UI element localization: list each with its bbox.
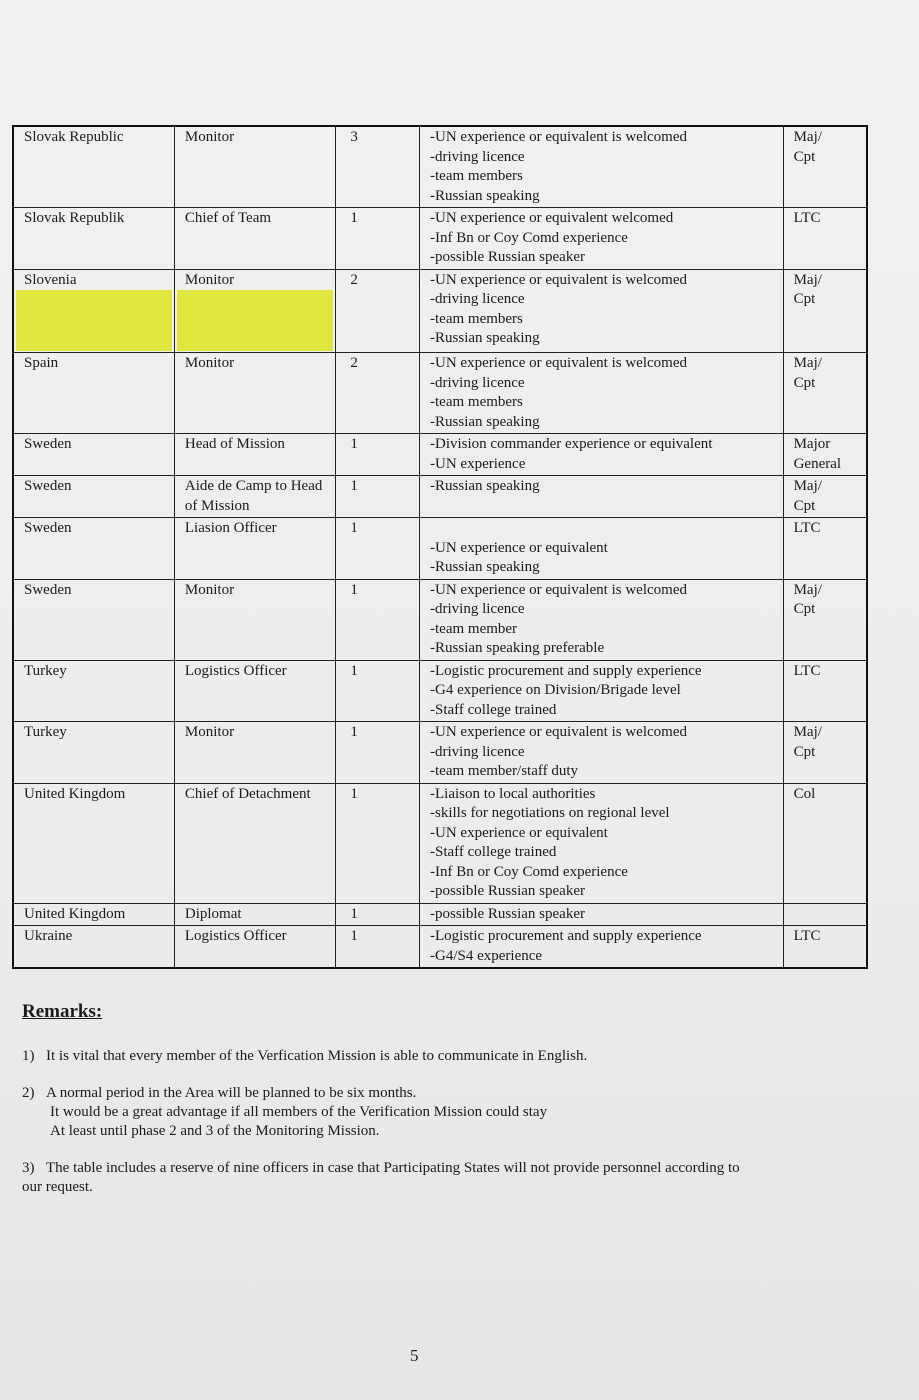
rank-line: Cpt: [793, 497, 816, 514]
number-cell: [336, 660, 420, 722]
requirements-cell: [420, 926, 784, 969]
position-cell: [174, 660, 336, 722]
redaction-highlight: [177, 290, 334, 351]
number-cell: [336, 353, 420, 434]
number-cell: [336, 476, 420, 518]
position-cell: [174, 518, 336, 580]
position-cell-text: Monitor: [184, 355, 235, 371]
requirement-line: -driving licence: [430, 148, 525, 165]
requirements-cell: [420, 579, 784, 660]
requirement-line: -team members: [430, 168, 523, 184]
requirement-line: -Russian speaking: [430, 413, 540, 430]
number-cell-text: 1: [350, 581, 358, 598]
requirements-cell: [420, 208, 784, 270]
position-cell-text: Monitor: [184, 271, 235, 288]
position-cell-text: Logistics Officer: [184, 662, 287, 679]
table-row: [13, 353, 867, 434]
rank-cell: [783, 518, 867, 580]
rank-cell: [783, 269, 867, 353]
number-cell-text: 1: [350, 662, 358, 679]
rank-line: LTC: [793, 662, 821, 679]
rank-line: Maj/: [793, 355, 822, 371]
country-cell: [13, 353, 174, 434]
number-cell: [336, 269, 420, 353]
remark-text: [46, 1047, 587, 1066]
number-cell-text: 1: [350, 785, 358, 802]
position-cell: [174, 903, 336, 926]
table-body: [13, 126, 867, 968]
country-cell: [13, 722, 174, 784]
country-cell: [13, 579, 174, 660]
requirement-line: -Division commander experience or equivalent: [430, 436, 713, 452]
requirement-line: -team member: [430, 620, 518, 637]
number-cell: [336, 518, 420, 580]
rank-line: Maj/: [793, 724, 822, 740]
rank-line: Major: [793, 436, 831, 452]
number-cell: [336, 434, 420, 476]
table-row: [13, 518, 867, 580]
remark-text: [22, 1159, 740, 1197]
requirement-line: -Russian speaking: [430, 330, 540, 346]
country-cell: [13, 269, 174, 353]
remark-line: The table includes a reserve of nine officers in case that Participating States will not provide personnel according to: [46, 1160, 740, 1176]
number-cell-text: 3: [350, 129, 358, 145]
number-cell: [336, 579, 420, 660]
table-row: [13, 579, 867, 660]
country-cell: [13, 783, 174, 903]
requirement-line: -UN experience or equivalent is welcomed: [430, 355, 687, 371]
rank-line: Maj/: [793, 271, 822, 288]
remark-item: [22, 1159, 842, 1197]
position-cell: [174, 579, 336, 660]
requirement-line: -G4 experience on Division/Brigade level: [430, 682, 681, 698]
rank-line: Maj/: [793, 478, 822, 494]
country-cell-text: United Kingdom: [24, 905, 126, 922]
requirement-line: -UN experience or equivalent is welcomed: [430, 129, 687, 145]
country-cell-text: Slovak Republik: [24, 210, 125, 226]
rank-cell: [783, 208, 867, 270]
requirement-line: -possible Russian speaker: [430, 883, 585, 899]
country-cell: [13, 208, 174, 270]
number-cell-text: 2: [350, 355, 358, 371]
rank-cell: [783, 660, 867, 722]
position-cell-text: Liasion Officer: [184, 520, 277, 536]
personnel-table-container: [12, 125, 868, 969]
requirement-line: -driving licence: [430, 601, 525, 617]
requirements-cell: [420, 518, 784, 580]
requirement-line: -driving licence: [430, 374, 525, 391]
position-cell: [174, 208, 336, 270]
requirement-line: -team member/staff duty: [430, 763, 579, 779]
number-cell-text: 1: [350, 724, 358, 740]
country-cell: [13, 434, 174, 476]
country-cell: [13, 660, 174, 722]
position-cell: [174, 353, 336, 434]
remarks-section: [22, 1002, 842, 1215]
remark-line: our request.: [22, 1179, 93, 1195]
requirements-cell: [420, 783, 784, 903]
remark-line: It would be a great advantage if all members of the Verification Mission could stay: [50, 1104, 548, 1120]
requirement-line: -possible Russian speaker: [430, 905, 585, 922]
remark-line: A normal period in the Area will be planned to be six months.: [46, 1085, 417, 1101]
table-row: [13, 269, 867, 353]
country-cell-text: Turkey: [24, 724, 67, 740]
rank-cell: [783, 434, 867, 476]
requirement-line: -Liaison to local authorities: [430, 785, 596, 802]
requirements-cell: [420, 476, 784, 518]
country-cell: [13, 903, 174, 926]
rank-cell: [783, 903, 867, 926]
requirements-cell: [420, 903, 784, 926]
number-cell: [336, 208, 420, 270]
country-cell-text: Turkey: [24, 662, 67, 679]
requirement-line: -Staff college trained: [430, 844, 557, 860]
redaction-highlight: [16, 290, 172, 351]
country-cell: [13, 126, 174, 208]
remark-item: [22, 1047, 842, 1066]
position-cell-text: Monitor: [184, 129, 235, 145]
remark-number: 3): [22, 1160, 35, 1176]
table-row: [13, 722, 867, 784]
remarks-title: Remarks:: [22, 1001, 103, 1022]
rank-line: Col: [793, 785, 816, 802]
remark-item: [22, 1084, 842, 1141]
requirement-line: -Staff college trained: [430, 701, 557, 718]
country-cell-text: United Kingdom: [24, 785, 126, 802]
requirement-line: -driving licence: [430, 291, 525, 307]
rank-line: Cpt: [793, 148, 816, 165]
country-cell-text: Slovenia: [24, 271, 77, 288]
number-cell-text: 1: [350, 905, 358, 922]
country-cell-text: Sweden: [24, 581, 72, 598]
country-cell: [13, 518, 174, 580]
number-cell-text: 1: [350, 928, 358, 944]
country-cell: [13, 926, 174, 969]
rank-line: Maj/: [793, 581, 822, 598]
table-row: [13, 476, 867, 518]
requirement-line: -Inf Bn or Coy Comd experience: [430, 229, 628, 246]
requirement-line: -possible Russian speaker: [430, 249, 585, 265]
rank-cell: [783, 353, 867, 434]
remark-text: [46, 1084, 547, 1141]
remark-line: At least until phase 2 and 3 of the Monitoring Mission.: [50, 1123, 380, 1139]
requirement-line: -Russian speaking: [430, 478, 540, 494]
requirement-line: -UN experience: [430, 455, 526, 472]
number-cell-text: 1: [350, 210, 358, 226]
rank-cell: [783, 926, 867, 969]
requirement-line: -team members: [430, 310, 523, 327]
rank-line: Cpt: [793, 374, 816, 391]
remark-line: It is vital that every member of the Verfication Mission is able to communicate in English.: [46, 1048, 588, 1064]
country-cell-text: Ukraine: [24, 928, 73, 944]
position-cell: [174, 126, 336, 208]
number-cell: [336, 783, 420, 903]
number-cell: [336, 722, 420, 784]
requirement-line: -UN experience or equivalent: [430, 824, 608, 841]
position-cell-text: Diplomat: [184, 905, 242, 922]
position-cell: [174, 722, 336, 784]
remark-number: 1): [22, 1048, 35, 1064]
requirement-line: -Russian speaking preferable: [430, 640, 605, 656]
position-cell-text: Chief of Detachment: [184, 785, 311, 802]
number-cell-text: 1: [350, 478, 358, 494]
requirement-line: -G4/S4 experience: [430, 947, 543, 964]
position-cell: [174, 269, 336, 353]
position-cell: [174, 476, 336, 518]
rank-line: Cpt: [793, 601, 816, 617]
position-cell-text: Monitor: [184, 724, 235, 740]
table-row: [13, 903, 867, 926]
requirements-cell: [420, 353, 784, 434]
requirements-cell: [420, 434, 784, 476]
table-row: [13, 208, 867, 270]
table-row: [13, 660, 867, 722]
position-cell-text: Chief of Team: [184, 210, 272, 226]
requirement-line: -team members: [430, 394, 523, 410]
table-row: [13, 126, 867, 208]
rank-cell: [783, 783, 867, 903]
country-cell: [13, 476, 174, 518]
rank-cell: [783, 126, 867, 208]
number-cell-text: 2: [350, 271, 358, 288]
position-cell-text: Aide de Camp to Head of Mission: [184, 478, 323, 514]
rank-line: General: [793, 455, 842, 472]
country-cell-text: Slovak Republic: [24, 129, 124, 145]
table-row: [13, 783, 867, 903]
requirement-line: -Inf Bn or Coy Comd experience: [430, 863, 628, 880]
country-cell-text: Sweden: [24, 436, 72, 452]
table-row: [13, 434, 867, 476]
requirement-line: -Russian speaking: [430, 559, 540, 575]
rank-line: Maj/: [793, 129, 822, 145]
position-cell: [174, 783, 336, 903]
country-cell-text: Sweden: [24, 520, 72, 536]
requirement-line: -Logistic procurement and supply experience: [430, 662, 702, 679]
rank-line: LTC: [793, 210, 821, 226]
requirement-line: -Russian speaking: [430, 187, 540, 204]
number-cell: [336, 126, 420, 208]
requirement-line: [430, 519, 774, 539]
requirement-line: -UN experience or equivalent is welcomed: [430, 724, 687, 740]
requirement-line: -UN experience or equivalent: [430, 539, 608, 556]
requirements-cell: [420, 126, 784, 208]
rank-cell: [783, 722, 867, 784]
position-cell: [174, 926, 336, 969]
requirement-line: -skills for negotiations on regional level: [430, 805, 670, 821]
rank-line: LTC: [793, 928, 821, 944]
number-cell: [336, 926, 420, 969]
number-cell: [336, 903, 420, 926]
requirements-cell: [420, 660, 784, 722]
personnel-requirements-table: [12, 125, 868, 969]
table-row: [13, 926, 867, 969]
requirements-cell: [420, 722, 784, 784]
requirement-line: -UN experience or equivalent is welcomed: [430, 271, 687, 288]
country-cell-text: Sweden: [24, 478, 72, 494]
remark-number: 2): [22, 1085, 35, 1101]
requirements-cell: [420, 269, 784, 353]
page-number: 5: [410, 1346, 419, 1365]
requirement-line: -Logistic procurement and supply experience: [430, 928, 702, 944]
position-cell-text: Head of Mission: [184, 436, 285, 452]
rank-line: Cpt: [793, 743, 816, 760]
rank-cell: [783, 476, 867, 518]
position-cell-text: Logistics Officer: [184, 928, 287, 944]
rank-cell: [783, 579, 867, 660]
rank-line: Cpt: [793, 291, 816, 307]
number-cell-text: 1: [350, 436, 358, 452]
position-cell: [174, 434, 336, 476]
position-cell-text: Monitor: [184, 581, 235, 598]
country-cell-text: Spain: [24, 355, 59, 371]
requirement-line: -driving licence: [430, 743, 525, 760]
number-cell-text: 1: [350, 520, 358, 536]
rank-line: LTC: [793, 520, 821, 536]
requirement-line: -UN experience or equivalent welcomed: [430, 210, 674, 226]
requirement-line: -UN experience or equivalent is welcomed: [430, 581, 687, 598]
